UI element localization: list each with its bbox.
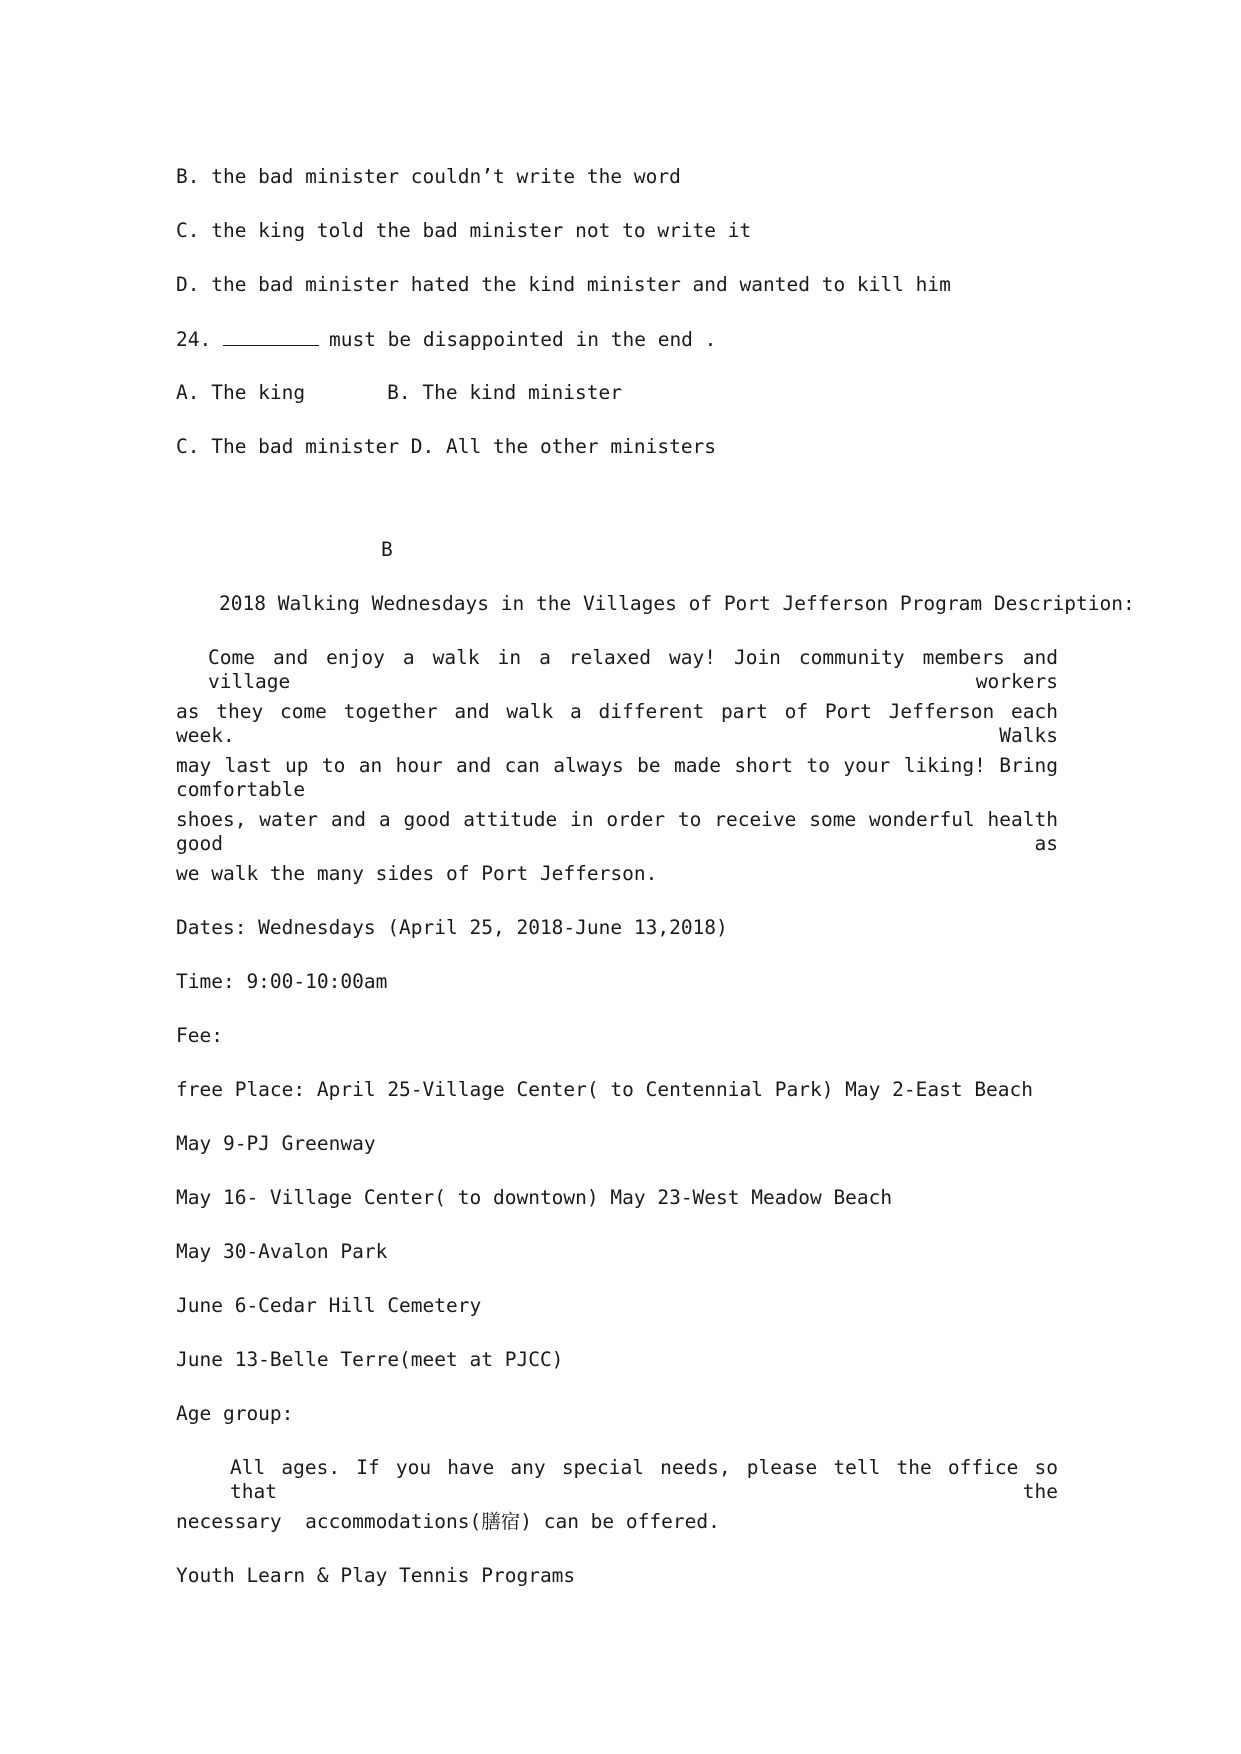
q24-options-cd: C. The bad minister D. All the other ministers: [176, 435, 717, 458]
q23-option-d: D. the bad minister hated the kind minister and wanted to kill him: [176, 273, 951, 296]
answer-blank: [223, 327, 319, 346]
dates-line: Dates: Wednesdays (April 25, 2018-June 13,2018): [176, 916, 728, 939]
time-line: Time: 9:00-10:00am: [176, 970, 388, 993]
section-label: B: [381, 538, 393, 561]
intro-line-1: Come and enjoy a walk in a relaxed way! Join community members and village workers: [208, 646, 1058, 693]
passage-title: 2018 Walking Wednesdays in the Villages of Port Jefferson Program Description:: [219, 592, 1135, 615]
q24-stem: must be disappointed in the end .: [328, 328, 717, 351]
age-label: Age group:: [176, 1402, 294, 1425]
intro-line-5: we walk the many sides of Port Jefferson.: [176, 862, 658, 885]
place-line-2: May 9-PJ Greenway: [176, 1132, 376, 1155]
q23-option-b: B. the bad minister couldn’t write the word: [176, 165, 681, 188]
q24-options-ab: [176, 381, 622, 405]
q24-stem-line: [176, 327, 716, 352]
intro-line-2: as they come together and walk a different part of Port Jefferson each week. Walks: [176, 700, 1058, 747]
age-line-1: All ages. If you have any special needs, please tell the office so that the: [230, 1456, 1058, 1503]
q24-option-b: B. The kind minister: [387, 381, 622, 404]
q24-number: 24.: [176, 328, 212, 351]
place-line-5: June 6-Cedar Hill Cemetery: [176, 1294, 482, 1317]
place-line-1: free Place: April 25-Village Center( to Centennial Park) May 2-East Beach: [176, 1078, 1034, 1101]
place-line-6: June 13-Belle Terre(meet at PJCC): [176, 1348, 564, 1371]
q23-option-c: C. the king told the bad minister not to write it: [176, 219, 752, 242]
intro-line-3: may last up to an hour and can always be made short to your liking! Bring comfortable: [176, 754, 1058, 801]
next-section-heading: Youth Learn & Play Tennis Programs: [176, 1564, 576, 1587]
place-line-4: May 30-Avalon Park: [176, 1240, 388, 1263]
fee-label: Fee:: [176, 1024, 223, 1047]
age-line-2: necessary accommodations(膳宿) can be offered.: [176, 1510, 720, 1533]
intro-line-4: shoes, water and a good attitude in order to receive some wonderful health good as: [176, 808, 1058, 855]
place-line-3: May 16- Village Center( to downtown) May 23-West Meadow Beach: [176, 1186, 893, 1209]
q24-option-a: A. The king: [176, 381, 306, 404]
